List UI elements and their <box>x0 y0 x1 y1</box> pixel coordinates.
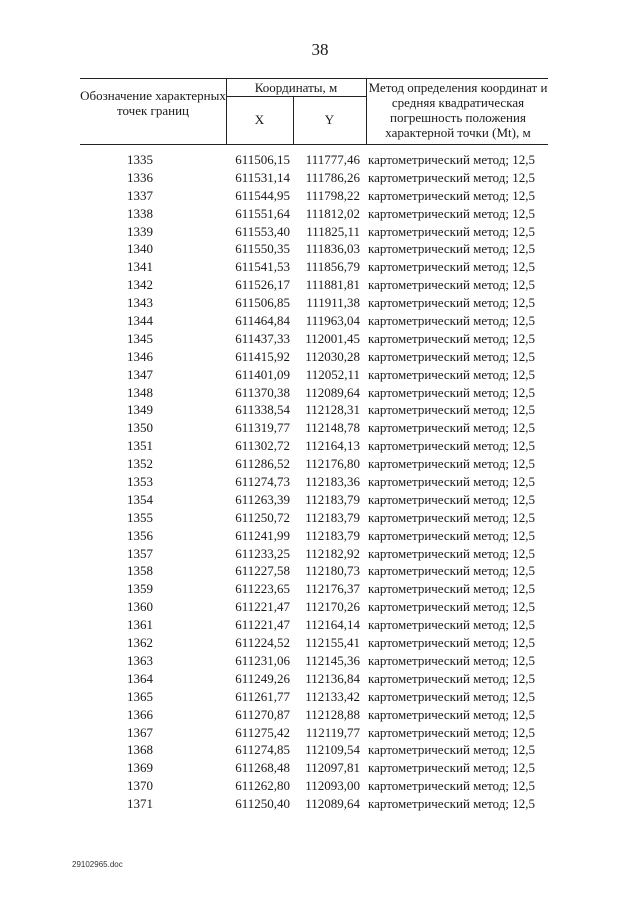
x-coordinate-cell: 611262,80 <box>235 778 290 794</box>
x-coordinate-cell: 611550,35 <box>235 241 290 257</box>
point-id-cell: 1341 <box>127 259 153 275</box>
method-cell: картометрический метод; 12,5 <box>368 545 536 561</box>
y-coordinate-cell: 111812,02 <box>305 205 360 221</box>
method-cell: картометрический метод; 12,5 <box>368 152 536 167</box>
y-coordinate-cell: 112128,31 <box>305 402 360 418</box>
y-coordinate-cell: 112109,54 <box>305 742 360 758</box>
table-row <box>0 455 640 473</box>
table-row <box>0 580 640 598</box>
x-coordinate-cell: 611286,52 <box>235 456 290 472</box>
point-id-cell: 1368 <box>127 742 153 758</box>
table-body <box>0 151 640 813</box>
table-row <box>0 527 640 545</box>
table-row <box>0 795 640 813</box>
method-cell: картометрический метод; 12,5 <box>368 223 536 239</box>
table-row <box>0 258 640 276</box>
method-cell: картометрический метод; 12,5 <box>368 617 536 633</box>
method-cell: картометрический метод; 12,5 <box>368 670 536 686</box>
point-id-cell: 1336 <box>127 169 153 185</box>
y-coordinate-cell: 112030,28 <box>305 348 360 364</box>
table-row <box>0 509 640 527</box>
table-row <box>0 437 640 455</box>
x-coordinate-cell: 611223,65 <box>235 581 290 597</box>
header-col-divider-3 <box>366 78 367 144</box>
y-coordinate-cell: 112176,80 <box>305 456 360 472</box>
header-bottom-border <box>80 144 548 145</box>
x-coordinate-cell: 611338,54 <box>235 402 290 418</box>
y-coordinate-cell: 112148,78 <box>305 420 360 436</box>
y-coordinate-cell: 111963,04 <box>305 313 360 329</box>
x-coordinate-cell: 611274,73 <box>235 474 290 490</box>
header-y: Y <box>324 112 335 127</box>
point-id-cell: 1363 <box>127 652 153 668</box>
header-method: Метод определения координат и средняя квадратическая погрешность положения характерной точки (Mt), м <box>368 80 548 140</box>
y-coordinate-cell: 112183,79 <box>305 509 360 525</box>
y-coordinate-cell: 111777,46 <box>305 152 360 167</box>
point-id-cell: 1360 <box>127 599 153 615</box>
x-coordinate-cell: 611263,39 <box>235 491 290 507</box>
method-cell: картометрический метод; 12,5 <box>368 348 536 364</box>
x-coordinate-cell: 611415,92 <box>235 348 290 364</box>
method-cell: картометрический метод; 12,5 <box>368 456 536 472</box>
header-top-border <box>80 78 548 79</box>
table-row <box>0 223 640 241</box>
point-id-cell: 1371 <box>127 796 153 812</box>
table-row <box>0 419 640 437</box>
x-coordinate-cell: 611250,72 <box>235 509 290 525</box>
method-cell: картометрический метод; 12,5 <box>368 330 536 346</box>
y-coordinate-cell: 112183,79 <box>305 491 360 507</box>
x-coordinate-cell: 611227,58 <box>235 563 290 579</box>
point-id-cell: 1362 <box>127 635 153 651</box>
method-cell: картометрический метод; 12,5 <box>368 581 536 597</box>
method-cell: картометрический метод; 12,5 <box>368 277 536 293</box>
point-id-cell: 1357 <box>127 545 153 561</box>
page-number: 38 <box>311 40 329 59</box>
y-coordinate-cell: 112183,79 <box>305 527 360 543</box>
x-coordinate-cell: 611261,77 <box>235 688 290 704</box>
y-coordinate-cell: 111836,03 <box>305 241 360 257</box>
method-cell: картометрический метод; 12,5 <box>368 509 536 525</box>
x-coordinate-cell: 611268,48 <box>235 760 290 776</box>
y-coordinate-cell: 112164,14 <box>305 617 360 633</box>
x-coordinate-cell: 611274,85 <box>235 742 290 758</box>
x-coordinate-cell: 611551,64 <box>235 205 290 221</box>
method-cell: картометрический метод; 12,5 <box>368 295 536 311</box>
y-coordinate-cell: 112093,00 <box>305 778 360 794</box>
table-row <box>0 652 640 670</box>
table-row <box>0 777 640 795</box>
table-row <box>0 545 640 563</box>
point-id-cell: 1340 <box>127 241 153 257</box>
point-id-cell: 1354 <box>127 491 153 507</box>
method-cell: картометрический метод; 12,5 <box>368 313 536 329</box>
point-id-cell: 1346 <box>127 348 153 364</box>
method-cell: картометрический метод; 12,5 <box>368 778 536 794</box>
point-id-cell: 1367 <box>127 724 153 740</box>
method-cell: картометрический метод; 12,5 <box>368 760 536 776</box>
method-cell: картометрический метод; 12,5 <box>368 599 536 615</box>
y-coordinate-cell: 112119,77 <box>305 724 360 740</box>
x-coordinate-cell: 611221,47 <box>235 617 290 633</box>
method-cell: картометрический метод; 12,5 <box>368 259 536 275</box>
table-header <box>80 78 548 144</box>
method-cell: картометрический метод; 12,5 <box>368 187 536 203</box>
table-row <box>0 401 640 419</box>
point-id-cell: 1355 <box>127 509 153 525</box>
y-coordinate-cell: 111798,22 <box>305 187 360 203</box>
x-coordinate-cell: 611437,33 <box>235 330 290 346</box>
y-coordinate-cell: 112089,64 <box>305 384 360 400</box>
y-coordinate-cell: 111825,11 <box>306 223 360 239</box>
method-cell: картометрический метод; 12,5 <box>368 241 536 257</box>
table-row <box>0 688 640 706</box>
x-coordinate-cell: 611221,47 <box>235 599 290 615</box>
point-id-cell: 1345 <box>127 330 153 346</box>
y-coordinate-cell: 111786,26 <box>305 169 360 185</box>
header-point-id: Обозначение характерных точек границ <box>80 88 226 118</box>
point-id-cell: 1352 <box>127 456 153 472</box>
x-coordinate-cell: 611526,17 <box>235 277 290 293</box>
y-coordinate-cell: 112155,41 <box>305 635 360 651</box>
point-id-cell: 1343 <box>127 295 153 311</box>
y-coordinate-cell: 112133,42 <box>305 688 360 704</box>
table-row <box>0 724 640 742</box>
x-coordinate-cell: 611302,72 <box>235 438 290 454</box>
method-cell: картометрический метод; 12,5 <box>368 635 536 651</box>
y-coordinate-cell: 112176,37 <box>305 581 360 597</box>
y-coordinate-cell: 112136,84 <box>305 670 360 686</box>
method-cell: картометрический метод; 12,5 <box>368 205 536 221</box>
method-cell: картометрический метод; 12,5 <box>368 652 536 668</box>
y-coordinate-cell: 112001,45 <box>305 330 360 346</box>
table-row <box>0 598 640 616</box>
point-id-cell: 1349 <box>127 402 153 418</box>
x-coordinate-cell: 611249,26 <box>235 670 290 686</box>
point-id-cell: 1338 <box>127 205 153 221</box>
table-row <box>0 205 640 223</box>
method-cell: картометрический метод; 12,5 <box>368 474 536 490</box>
x-coordinate-cell: 611464,84 <box>235 313 290 329</box>
table-row <box>0 634 640 652</box>
table-row <box>0 491 640 509</box>
y-coordinate-cell: 112097,81 <box>305 760 360 776</box>
point-id-cell: 1339 <box>127 223 153 239</box>
method-cell: картометрический метод; 12,5 <box>368 402 536 418</box>
y-coordinate-cell: 112170,26 <box>305 599 360 615</box>
point-id-cell: 1337 <box>127 187 153 203</box>
table-row <box>0 616 640 634</box>
method-cell: картометрический метод; 12,5 <box>368 420 536 436</box>
table-row <box>0 562 640 580</box>
point-id-cell: 1351 <box>127 438 153 454</box>
x-coordinate-cell: 611231,06 <box>235 652 290 668</box>
method-cell: картометрический метод; 12,5 <box>368 688 536 704</box>
y-coordinate-cell: 112145,36 <box>305 652 360 668</box>
header-x: X <box>254 112 265 127</box>
x-coordinate-cell: 611506,85 <box>235 295 290 311</box>
table-row <box>0 169 640 187</box>
x-coordinate-cell: 611270,87 <box>235 706 290 722</box>
x-coordinate-cell: 611531,14 <box>235 169 290 185</box>
method-cell: картометрический метод; 12,5 <box>368 438 536 454</box>
table-row <box>0 473 640 491</box>
table-row <box>0 366 640 384</box>
method-cell: картометрический метод; 12,5 <box>368 527 536 543</box>
y-coordinate-cell: 112183,36 <box>305 474 360 490</box>
point-id-cell: 1350 <box>127 420 153 436</box>
method-cell: картометрический метод; 12,5 <box>368 742 536 758</box>
point-id-cell: 1361 <box>127 617 153 633</box>
x-coordinate-cell: 611250,40 <box>235 796 290 812</box>
method-cell: картометрический метод; 12,5 <box>368 724 536 740</box>
y-coordinate-cell: 111881,81 <box>305 277 360 293</box>
method-cell: картометрический метод; 12,5 <box>368 796 536 812</box>
x-coordinate-cell: 611401,09 <box>235 366 290 382</box>
y-coordinate-cell: 112089,64 <box>305 796 360 812</box>
footer-filename: 29102965.doc <box>72 860 123 869</box>
table-row <box>0 330 640 348</box>
x-coordinate-cell: 611241,99 <box>235 527 290 543</box>
x-coordinate-cell: 611275,42 <box>235 724 290 740</box>
y-coordinate-cell: 112180,73 <box>305 563 360 579</box>
point-id-cell: 1353 <box>127 474 153 490</box>
point-id-cell: 1335 <box>127 152 153 167</box>
method-cell: картометрический метод; 12,5 <box>368 169 536 185</box>
point-id-cell: 1347 <box>127 366 153 382</box>
point-id-cell: 1356 <box>127 527 153 543</box>
method-cell: картометрический метод; 12,5 <box>368 563 536 579</box>
point-id-cell: 1358 <box>127 563 153 579</box>
method-cell: картометрический метод; 12,5 <box>368 491 536 507</box>
y-coordinate-cell: 112052,11 <box>305 366 360 382</box>
point-id-cell: 1365 <box>127 688 153 704</box>
point-id-cell: 1344 <box>127 313 153 329</box>
x-coordinate-cell: 611506,15 <box>235 152 290 167</box>
table-row <box>0 670 640 688</box>
point-id-cell: 1369 <box>127 760 153 776</box>
y-coordinate-cell: 111856,79 <box>305 259 360 275</box>
method-cell: картометрический метод; 12,5 <box>368 366 536 382</box>
method-cell: картометрический метод; 12,5 <box>368 706 536 722</box>
table-row <box>0 706 640 724</box>
y-coordinate-cell: 112128,88 <box>305 706 360 722</box>
point-id-cell: 1342 <box>127 277 153 293</box>
method-cell: картометрический метод; 12,5 <box>368 384 536 400</box>
x-coordinate-cell: 611224,52 <box>235 635 290 651</box>
x-coordinate-cell: 611544,95 <box>235 187 290 203</box>
y-coordinate-cell: 112182,92 <box>305 545 360 561</box>
table-row <box>0 187 640 205</box>
point-id-cell: 1370 <box>127 778 153 794</box>
point-id-cell: 1359 <box>127 581 153 597</box>
x-coordinate-cell: 611319,77 <box>235 420 290 436</box>
table-row <box>0 384 640 402</box>
point-id-cell: 1366 <box>127 706 153 722</box>
table-row <box>0 759 640 777</box>
x-coordinate-cell: 611553,40 <box>235 223 290 239</box>
table-row <box>0 276 640 294</box>
header-coords-divider <box>226 96 366 97</box>
x-coordinate-cell: 611370,38 <box>235 384 290 400</box>
table-row <box>0 348 640 366</box>
point-id-cell: 1348 <box>127 384 153 400</box>
x-coordinate-cell: 611541,53 <box>235 259 290 275</box>
x-coordinate-cell: 611233,25 <box>235 545 290 561</box>
point-id-cell: 1364 <box>127 670 153 686</box>
table-row <box>0 294 640 312</box>
table-row <box>0 312 640 330</box>
table-row <box>0 240 640 258</box>
table-row <box>0 151 640 169</box>
header-coordinates: Координаты, м <box>254 80 338 95</box>
table-row <box>0 741 640 759</box>
y-coordinate-cell: 112164,13 <box>305 438 360 454</box>
y-coordinate-cell: 111911,38 <box>306 295 360 311</box>
